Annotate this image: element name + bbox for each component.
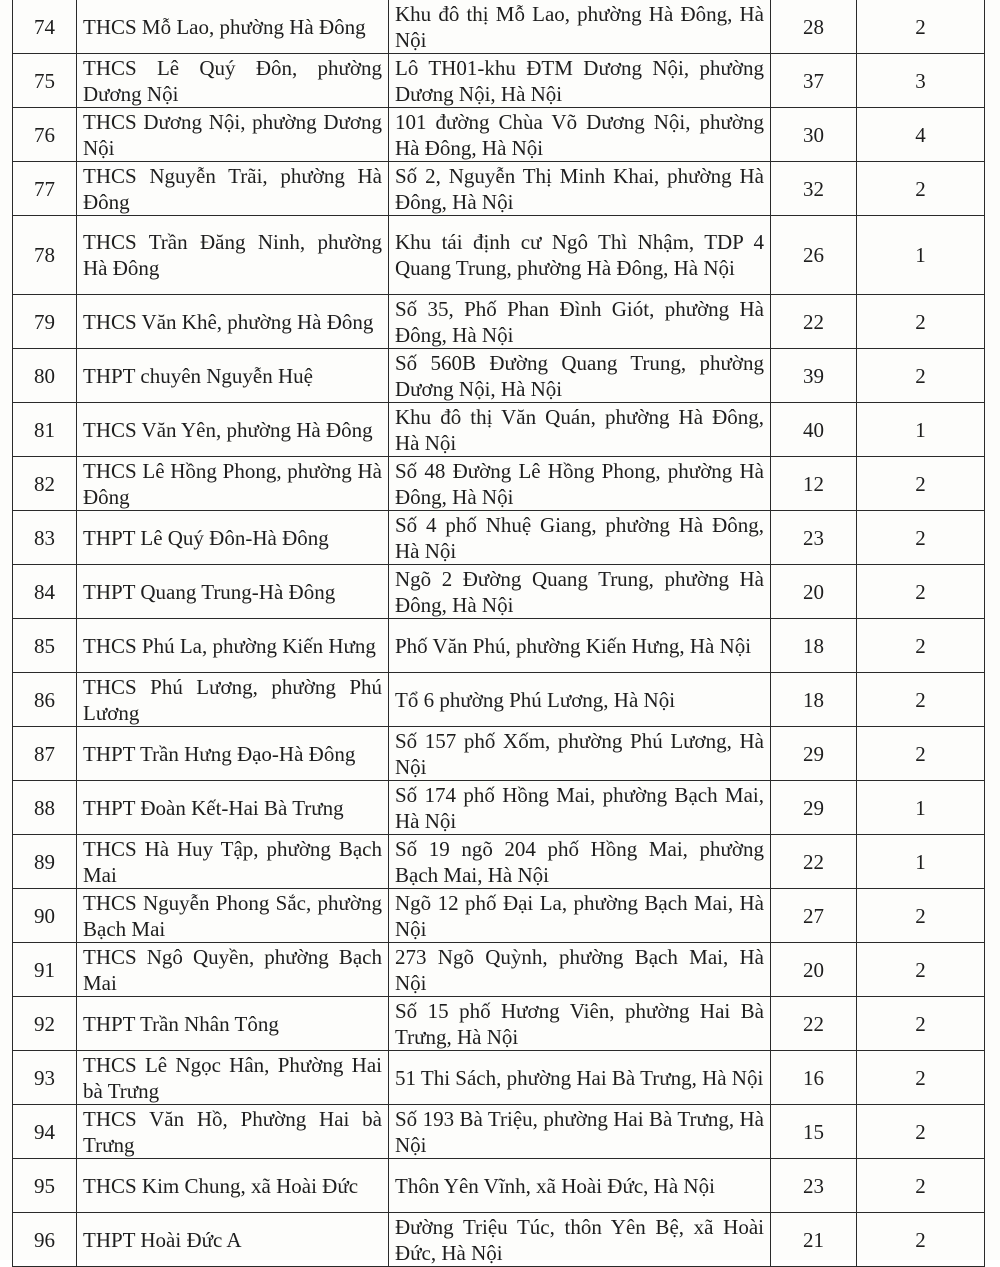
- row-number: 94: [13, 1105, 77, 1159]
- table-row: [13, 943, 985, 997]
- row-number: 80: [13, 349, 77, 403]
- count-cell-secondary: 2: [857, 673, 985, 727]
- school-address: Số 193 Bà Triệu, phường Hai Bà Trưng, Hà Nội: [389, 1105, 771, 1159]
- school-name: THCS Nguyễn Trãi, phường Hà Đông: [77, 162, 389, 216]
- row-number: 92: [13, 997, 77, 1051]
- row-number: 83: [13, 511, 77, 565]
- count-cell-secondary: 2: [857, 511, 985, 565]
- school-name: THPT Quang Trung-Hà Đông: [77, 565, 389, 619]
- row-number: 84: [13, 565, 77, 619]
- count-cell: 21: [771, 1213, 857, 1267]
- count-cell: 20: [771, 943, 857, 997]
- school-address: 51 Thi Sách, phường Hai Bà Trưng, Hà Nội: [389, 1051, 771, 1105]
- school-name: THCS Ngô Quyền, phường Bạch Mai: [77, 943, 389, 997]
- table-row: [13, 457, 985, 511]
- school-address: Số 19 ngõ 204 phố Hồng Mai, phường Bạch Mai, Hà Nội: [389, 835, 771, 889]
- school-address: Khu đô thị Văn Quán, phường Hà Đông, Hà Nội: [389, 403, 771, 457]
- school-name: THPT chuyên Nguyễn Huệ: [77, 349, 389, 403]
- school-name: THCS Hà Huy Tập, phường Bạch Mai: [77, 835, 389, 889]
- count-cell: 23: [771, 1159, 857, 1213]
- count-cell: 30: [771, 108, 857, 162]
- school-name: THPT Đoàn Kết-Hai Bà Trưng: [77, 781, 389, 835]
- count-cell-secondary: 2: [857, 295, 985, 349]
- count-cell: 18: [771, 619, 857, 673]
- table-row: [13, 781, 985, 835]
- school-address: Phố Văn Phú, phường Kiến Hưng, Hà Nội: [389, 619, 771, 673]
- school-address: Số 174 phố Hồng Mai, phường Bạch Mai, Hà Nội: [389, 781, 771, 835]
- school-address: Đường Triệu Túc, thôn Yên Bệ, xã Hoài Đức, Hà Nội: [389, 1213, 771, 1267]
- count-cell-secondary: 2: [857, 1159, 985, 1213]
- table-row: [13, 54, 985, 108]
- count-cell: 16: [771, 1051, 857, 1105]
- count-cell-secondary: 2: [857, 943, 985, 997]
- school-address: Lô TH01-khu ĐTM Dương Nội, phường Dương Nội, Hà Nội: [389, 54, 771, 108]
- school-name: THPT Trần Hưng Đạo-Hà Đông: [77, 727, 389, 781]
- school-address: 273 Ngõ Quỳnh, phường Bạch Mai, Hà Nội: [389, 943, 771, 997]
- table-row: [13, 0, 985, 54]
- table-row: [13, 1105, 985, 1159]
- table-row: [13, 727, 985, 781]
- school-address: Khu đô thị Mỗ Lao, phường Hà Đông, Hà Nội: [389, 0, 771, 54]
- count-cell: 18: [771, 673, 857, 727]
- school-name: THCS Phú Lương, phường Phú Lương: [77, 673, 389, 727]
- count-cell-secondary: 2: [857, 457, 985, 511]
- school-address: Số 15 phố Hương Viên, phường Hai Bà Trưng, Hà Nội: [389, 997, 771, 1051]
- row-number: 79: [13, 295, 77, 349]
- count-cell: 20: [771, 565, 857, 619]
- school-address: Số 157 phố Xốm, phường Phú Lương, Hà Nội: [389, 727, 771, 781]
- row-number: 86: [13, 673, 77, 727]
- count-cell: 40: [771, 403, 857, 457]
- count-cell: 29: [771, 727, 857, 781]
- count-cell: 22: [771, 295, 857, 349]
- school-address: Số 560B Đường Quang Trung, phường Dương Nội, Hà Nội: [389, 349, 771, 403]
- count-cell: 22: [771, 835, 857, 889]
- row-number: 76: [13, 108, 77, 162]
- count-cell: 26: [771, 216, 857, 295]
- school-address: Ngõ 12 phố Đại La, phường Bạch Mai, Hà Nội: [389, 889, 771, 943]
- row-number: 75: [13, 54, 77, 108]
- school-name: THCS Phú La, phường Kiến Hưng: [77, 619, 389, 673]
- school-name: THCS Mỗ Lao, phường Hà Đông: [77, 0, 389, 54]
- table-row: [13, 673, 985, 727]
- count-cell-secondary: 2: [857, 0, 985, 54]
- school-address: Số 48 Đường Lê Hồng Phong, phường Hà Đông, Hà Nội: [389, 457, 771, 511]
- row-number: 96: [13, 1213, 77, 1267]
- school-name: THCS Văn Yên, phường Hà Đông: [77, 403, 389, 457]
- school-name: THCS Nguyễn Phong Sắc, phường Bạch Mai: [77, 889, 389, 943]
- school-name: THCS Lê Ngọc Hân, Phường Hai bà Trưng: [77, 1051, 389, 1105]
- school-address: Tổ 6 phường Phú Lương, Hà Nội: [389, 673, 771, 727]
- count-cell: 27: [771, 889, 857, 943]
- table-row: [13, 295, 985, 349]
- row-number: 91: [13, 943, 77, 997]
- count-cell: 39: [771, 349, 857, 403]
- table-row: [13, 1159, 985, 1213]
- row-number: 90: [13, 889, 77, 943]
- school-address: Ngõ 2 Đường Quang Trung, phường Hà Đông, Hà Nội: [389, 565, 771, 619]
- school-name: THCS Văn Hồ, Phường Hai bà Trưng: [77, 1105, 389, 1159]
- table-row: [13, 997, 985, 1051]
- count-cell-secondary: 2: [857, 1051, 985, 1105]
- table-row: [13, 1213, 985, 1267]
- row-number: 74: [13, 0, 77, 54]
- row-number: 81: [13, 403, 77, 457]
- count-cell-secondary: 2: [857, 1213, 985, 1267]
- count-cell: 23: [771, 511, 857, 565]
- school-name: THCS Lê Quý Đôn, phường Dương Nội: [77, 54, 389, 108]
- count-cell-secondary: 2: [857, 727, 985, 781]
- table-row: [13, 162, 985, 216]
- count-cell: 29: [771, 781, 857, 835]
- school-name: THCS Dương Nội, phường Dương Nội: [77, 108, 389, 162]
- count-cell-secondary: 3: [857, 54, 985, 108]
- exam-sites-table: [12, 0, 985, 1267]
- school-name: THCS Lê Hồng Phong, phường Hà Đông: [77, 457, 389, 511]
- count-cell-secondary: 4: [857, 108, 985, 162]
- row-number: 78: [13, 216, 77, 295]
- school-name: THCS Trần Đăng Ninh, phường Hà Đông: [77, 216, 389, 295]
- count-cell-secondary: 1: [857, 835, 985, 889]
- count-cell: 12: [771, 457, 857, 511]
- table-row: [13, 216, 985, 295]
- row-number: 85: [13, 619, 77, 673]
- count-cell-secondary: 2: [857, 889, 985, 943]
- count-cell: 28: [771, 0, 857, 54]
- count-cell-secondary: 1: [857, 403, 985, 457]
- school-address: Khu tái định cư Ngô Thì Nhậm, TDP 4 Quang Trung, phường Hà Đông, Hà Nội: [389, 216, 771, 295]
- table-row: [13, 511, 985, 565]
- row-number: 89: [13, 835, 77, 889]
- table-row: [13, 1051, 985, 1105]
- count-cell-secondary: 2: [857, 162, 985, 216]
- row-number: 87: [13, 727, 77, 781]
- school-address: Số 4 phố Nhuệ Giang, phường Hà Đông, Hà Nội: [389, 511, 771, 565]
- count-cell: 32: [771, 162, 857, 216]
- count-cell-secondary: 2: [857, 1105, 985, 1159]
- row-number: 95: [13, 1159, 77, 1213]
- count-cell-secondary: 2: [857, 349, 985, 403]
- row-number: 77: [13, 162, 77, 216]
- table-row: [13, 889, 985, 943]
- table-row: [13, 349, 985, 403]
- count-cell-secondary: 2: [857, 997, 985, 1051]
- count-cell: 15: [771, 1105, 857, 1159]
- school-address: 101 đường Chùa Võ Dương Nội, phường Hà Đông, Hà Nội: [389, 108, 771, 162]
- row-number: 82: [13, 457, 77, 511]
- school-name: THPT Lê Quý Đôn-Hà Đông: [77, 511, 389, 565]
- school-address: Thôn Yên Vĩnh, xã Hoài Đức, Hà Nội: [389, 1159, 771, 1213]
- school-name: THPT Trần Nhân Tông: [77, 997, 389, 1051]
- count-cell-secondary: 1: [857, 781, 985, 835]
- table-row: [13, 108, 985, 162]
- count-cell-secondary: 2: [857, 619, 985, 673]
- school-address: Số 2, Nguyễn Thị Minh Khai, phường Hà Đông, Hà Nội: [389, 162, 771, 216]
- row-number: 88: [13, 781, 77, 835]
- count-cell: 22: [771, 997, 857, 1051]
- table-row: [13, 403, 985, 457]
- school-name: THCS Văn Khê, phường Hà Đông: [77, 295, 389, 349]
- table-row: [13, 835, 985, 889]
- count-cell-secondary: 1: [857, 216, 985, 295]
- school-address: Số 35, Phố Phan Đình Giót, phường Hà Đông, Hà Nội: [389, 295, 771, 349]
- count-cell: 37: [771, 54, 857, 108]
- count-cell-secondary: 2: [857, 565, 985, 619]
- row-number: 93: [13, 1051, 77, 1105]
- table-row: [13, 619, 985, 673]
- school-name: THCS Kim Chung, xã Hoài Đức: [77, 1159, 389, 1213]
- table-row: [13, 565, 985, 619]
- school-name: THPT Hoài Đức A: [77, 1213, 389, 1267]
